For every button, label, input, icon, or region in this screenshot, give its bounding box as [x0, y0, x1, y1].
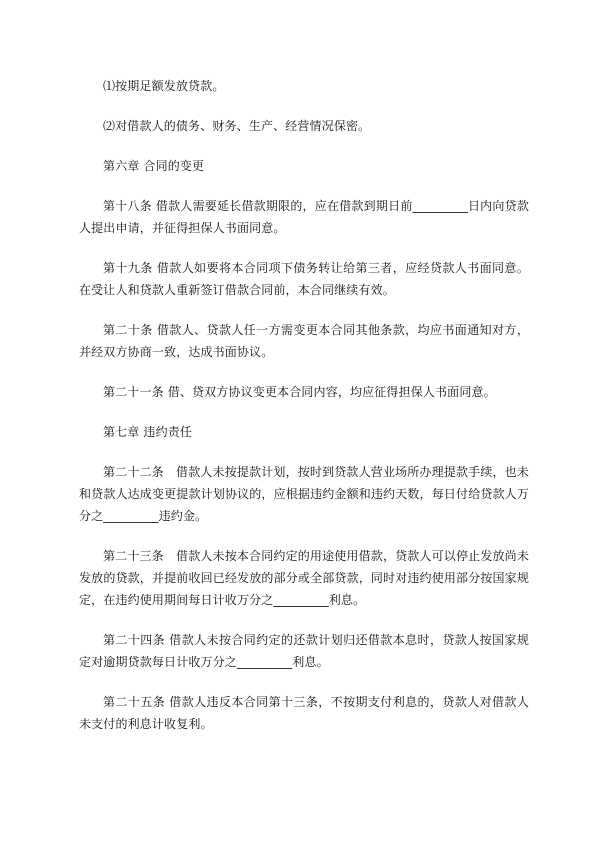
- chapter-heading-6: 第六章 合同的变更: [103, 159, 205, 173]
- document-body: [79, 75, 529, 753]
- clause-item-2: ⑵对借款人的债务、财务、生产、经营情况保密。: [103, 119, 371, 133]
- article-19: 第十九条 借款人如要将本合同项下债务转让给第三者，应经贷款人书面同意。在受让人和贷款人重新签订借款合同前，本合同继续有效。: [79, 261, 529, 297]
- article-20: 第二十条 借款人、贷款人任一方需变更本合同其他条款，均应书面通知对方，并经双方协商一致，达成书面协议。: [79, 323, 529, 359]
- article-24: 第二十四条 借款人未按合同约定的还款计划归还借款本息时，贷款人按国家规定对逾期贷款每日计收万分之_________利息。: [79, 633, 529, 669]
- article-22: 第二十二条 借款人未按提款计划，按时到贷款人营业场所办理提款手续，也未和贷款人达成变更提款计划协议的，应根据违约金额和违约天数，每日付给贷款人万分之_________违约金。: [79, 465, 529, 523]
- clause-item-1: ⑴按期足额发放贷款。: [103, 79, 225, 93]
- article-23: 第二十三条 借款人未按本合同约定的用途使用借款，贷款人可以停止发放尚未发放的贷款，并提前收回已经发放的部分或全部贷款，同时对违约使用部分按国家规定，在违约使用期间每日计收万分之_________利息。: [79, 549, 529, 607]
- article-18: 第十八条 借款人需要延长借款期限的，应在借款到期日前_________日内向贷款人提出申请，并征得担保人书面同意。: [79, 199, 529, 235]
- article-21: 第二十一条 借、贷双方协议变更本合同内容，均应征得担保人书面同意。: [103, 385, 496, 399]
- article-25: 第二十五条 借款人违反本合同第十三条，不按期支付利息的，贷款人对借款人未支付的利息计收复利。: [79, 695, 529, 731]
- chapter-heading-7: 第七章 违约责任: [103, 425, 193, 439]
